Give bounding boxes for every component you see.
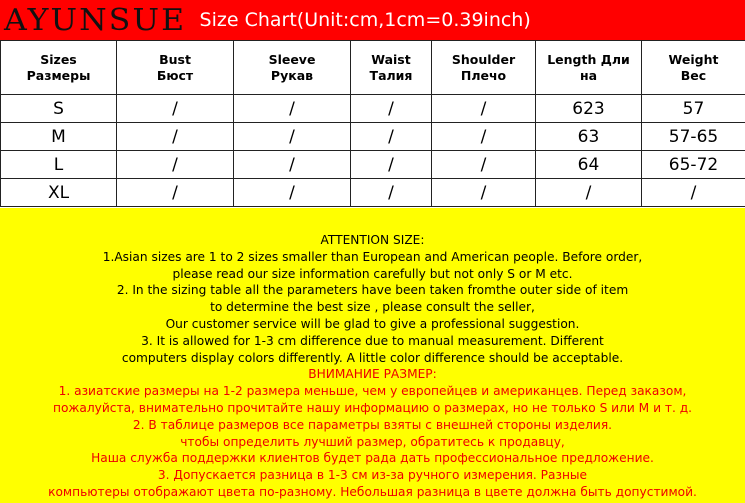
column-header-size: Sizes Размеры [1,41,117,95]
table-cell: / [234,151,351,179]
notice-line-en: computers display colors differently. A little color difference should be acceptable. [121,350,624,365]
notice-line-en: 1.Asian sizes are 1 to 2 sizes smaller than European and American people. Before order, [102,249,643,264]
column-header-waist: Waist Талия [351,41,432,95]
table-cell: / [432,179,536,207]
table-cell: 57 [642,95,745,123]
notice-line-en: 2. In the sizing table all the parameters have been taken fromthe outer side of item [116,283,629,298]
table-cell: / [117,95,234,123]
column-header-shoulder: Shoulder Плечо [432,41,536,95]
table-row [1,95,745,123]
table-cell: / [351,123,432,151]
table-cell: 57-65 [642,123,745,151]
table-cell: M [1,123,117,151]
notice-heading-en: ATTENTION SIZE: [320,233,425,247]
table-cell: / [351,95,432,123]
table-cell: / [432,123,536,151]
notice-line-ru: 3. Допускается разница в 1-3 см из-за ручного измерения. Разные [157,468,588,483]
notice-line-ru: Наша служба поддержки клиентов будет рада дать профессиональное предложение. [91,451,654,466]
notice-line-ru: чтобы определить лучший размер, обратитесь к продавцу, [180,434,565,449]
notice-heading-ru: ВНИМАНИЕ РАЗМЕР: [308,367,437,382]
notice-line-en: please read our size information carefully but not only S or M etc. [172,266,573,281]
table-cell: / [351,179,432,207]
column-header-bust: Bust Бюст [117,41,234,95]
notice-line-en: Our customer service will be glad to give a professional suggestion. [165,316,580,331]
size-table [0,40,745,207]
table-cell: / [351,151,432,179]
notice-line-ru: 1. азиатские размеры на 1-2 размера меньше, чем у европейцев и американцев. Перед заказом, [58,384,687,399]
brand-logo: AYUNSUE [4,2,187,38]
table-cell: 623 [536,95,642,123]
notice-line-ru: компьютеры отображают цвета по-разному. Небольшая разница в цвете должна быть допустимой. [48,484,697,499]
table-row [1,179,745,207]
table-cell: / [642,179,745,207]
table-cell: / [432,151,536,179]
attention-notice [0,208,745,503]
table-cell: / [234,179,351,207]
column-header-weight: Weight Вес [642,41,745,95]
table-cell: 64 [536,151,642,179]
header-banner [0,0,745,40]
column-header-sleeve: Sleeve Рукав [234,41,351,95]
table-cell: 65-72 [642,151,745,179]
table-cell: L [1,151,117,179]
table-header-row [1,41,745,95]
table-cell: / [536,179,642,207]
notice-line-en: to determine the best size , please consult the seller, [210,300,535,315]
page-title: Size Chart(Unit:cm,1cm=0.39inch) [199,9,531,31]
table-cell: / [234,95,351,123]
table-cell: 63 [536,123,642,151]
table-cell: / [234,123,351,151]
table-cell: XL [1,179,117,207]
table-cell: / [432,95,536,123]
table-cell: / [117,179,234,207]
table-cell: S [1,95,117,123]
notice-line-en: 3. It is allowed for 1-3 cm difference due to manual measurement. Different [141,333,604,348]
table-row [1,123,745,151]
notice-line-ru: пожалуйста, внимательно прочитайте нашу информацию о размерах, но не только S или M и т. д. [52,400,693,415]
table-cell: / [117,123,234,151]
notice-line-ru: 2. В таблице размеров все параметры взяты с внешней стороны изделия. [132,417,613,432]
column-header-length: Length Дли на [536,41,642,95]
table-cell: / [117,151,234,179]
table-row [1,151,745,179]
